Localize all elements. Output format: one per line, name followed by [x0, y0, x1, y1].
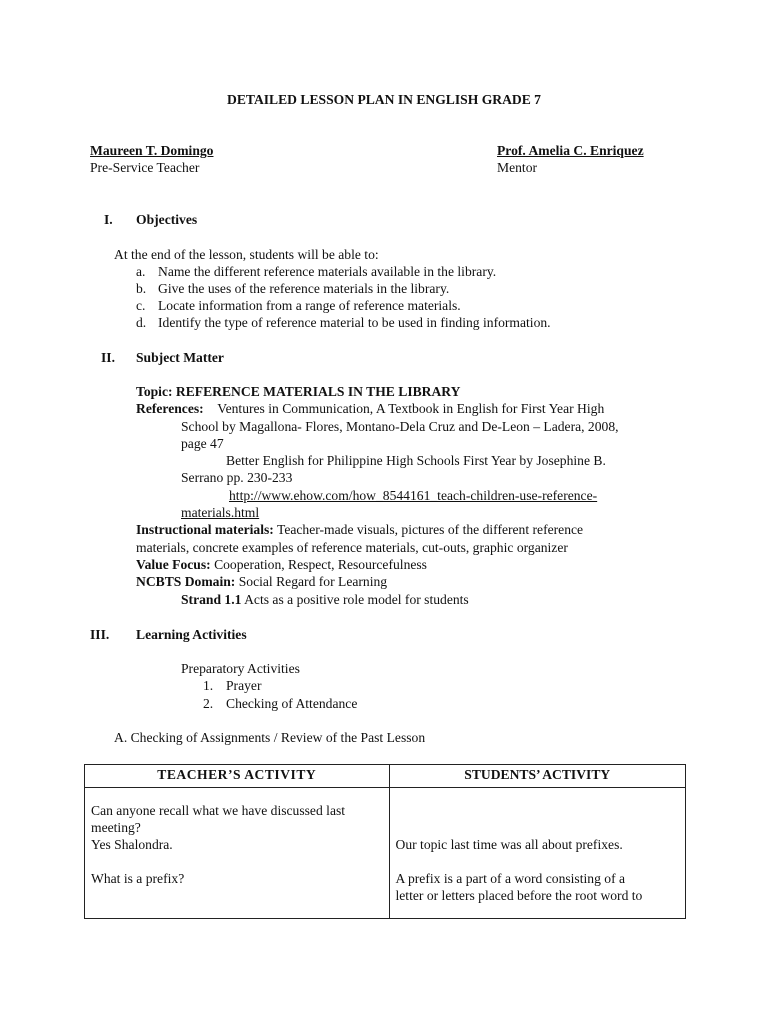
objective-marker: b. — [136, 281, 147, 296]
students-activity-cell — [389, 788, 686, 919]
subject-numeral: II. — [101, 350, 115, 365]
topic-value: REFERENCE MATERIALS IN THE LIBRARY — [175, 384, 461, 399]
section-a-heading: A. Checking of Assignments / Review of the Past Lesson — [114, 730, 426, 745]
teacher-activity-cell — [85, 788, 390, 919]
subject-heading: Subject Matter — [136, 350, 224, 365]
reference-1-line-1: Ventures in Communication, A Textbook in English for First Year High — [217, 401, 605, 416]
teacher-question-2: What is a prefix? — [91, 871, 185, 886]
teacher-name: Maureen T. Domingo — [90, 143, 214, 158]
reference-2-line-1: Better English for Philippine High Schools First Year by Josephine B. — [226, 453, 606, 468]
instructional-materials-line — [136, 521, 583, 538]
reference-2-line-2: Serrano pp. 230-233 — [181, 470, 293, 485]
table-header-row — [85, 765, 686, 788]
ncbts-label: NCBTS Domain: — [136, 574, 236, 589]
objective-marker: a. — [136, 264, 146, 279]
instructional-value-line-1: Teacher-made visuals, pictures of the different reference — [276, 522, 584, 537]
reference-1-line-3: page 47 — [181, 436, 224, 451]
topic-label: Topic: — [136, 384, 173, 399]
objectives-heading: Objectives — [136, 212, 198, 227]
student-answer-2-line-2: letter or letters placed before the root word to — [395, 888, 643, 903]
activity-item: Prayer — [226, 678, 262, 693]
objective-item: Identify the type of reference material to be used in finding information. — [158, 315, 551, 330]
table-row — [85, 788, 686, 919]
document-title: DETAILED LESSON PLAN IN ENGLISH GRADE 7 — [227, 92, 541, 107]
instructional-label: Instructional materials: — [136, 522, 274, 537]
activity-marker: 1. — [203, 678, 214, 693]
mentor-name: Prof. Amelia C. Enriquez — [497, 143, 644, 158]
activity-marker: 2. — [203, 696, 214, 711]
objective-item: Give the uses of the reference materials in the library. — [158, 281, 450, 296]
reference-3-link-line-1[interactable]: http://www.ehow.com/how_8544161_teach-children-use-reference- — [229, 488, 598, 503]
objective-item: Locate information from a range of reference materials. — [158, 298, 461, 313]
value-focus-line — [136, 556, 427, 573]
students-activity-header: STUDENTS’ ACTIVITY — [389, 765, 686, 788]
student-answer-1: Our topic last time was all about prefixes. — [395, 837, 623, 852]
reference-1-line-2: School by Magallona- Flores, Montano-Dela Cruz and De-Leon – Ladera, 2008, — [181, 419, 619, 434]
teacher-role: Pre-Service Teacher — [90, 160, 200, 175]
topic-line — [136, 383, 460, 400]
reference-3-link-line-2[interactable]: materials.html — [181, 505, 260, 520]
preparatory-activities: Preparatory Activities — [181, 661, 300, 676]
objectives-intro: At the end of the lesson, students will be able to: — [114, 247, 379, 262]
instructional-value-line-2: materials, concrete examples of reference materials, cut-outs, graphic organizer — [136, 540, 568, 555]
activity-table — [84, 764, 686, 919]
value-focus-label: Value Focus: — [136, 557, 211, 572]
objective-marker: d. — [136, 315, 147, 330]
learning-heading: Learning Activities — [136, 627, 247, 642]
strand-label: Strand 1.1 — [181, 592, 242, 607]
teacher-question-1-line-2: meeting? — [91, 820, 141, 835]
references-label: References: — [136, 401, 204, 416]
objective-item: Name the different reference materials available in the library. — [158, 264, 497, 279]
teacher-activity-header: TEACHER’S ACTIVITY — [85, 765, 390, 788]
objective-marker: c. — [136, 298, 146, 313]
ncbts-line — [136, 573, 387, 590]
strand-line — [181, 591, 469, 608]
strand-value: Acts as a positive role model for students — [244, 592, 469, 607]
ncbts-value: Social Regard for Learning — [238, 574, 388, 589]
value-focus-value: Cooperation, Respect, Resourcefulness — [214, 557, 427, 572]
learning-numeral: III. — [90, 627, 110, 642]
references-line — [136, 400, 604, 417]
student-answer-2-line-1: A prefix is a part of a word consisting of a — [395, 871, 626, 886]
mentor-role: Mentor — [497, 160, 538, 175]
objectives-numeral: I. — [104, 212, 113, 227]
teacher-question-1-line-3: Yes Shalondra. — [91, 837, 173, 852]
activity-item: Checking of Attendance — [226, 696, 358, 711]
teacher-question-1-line-1: Can anyone recall what we have discussed last — [91, 803, 346, 818]
